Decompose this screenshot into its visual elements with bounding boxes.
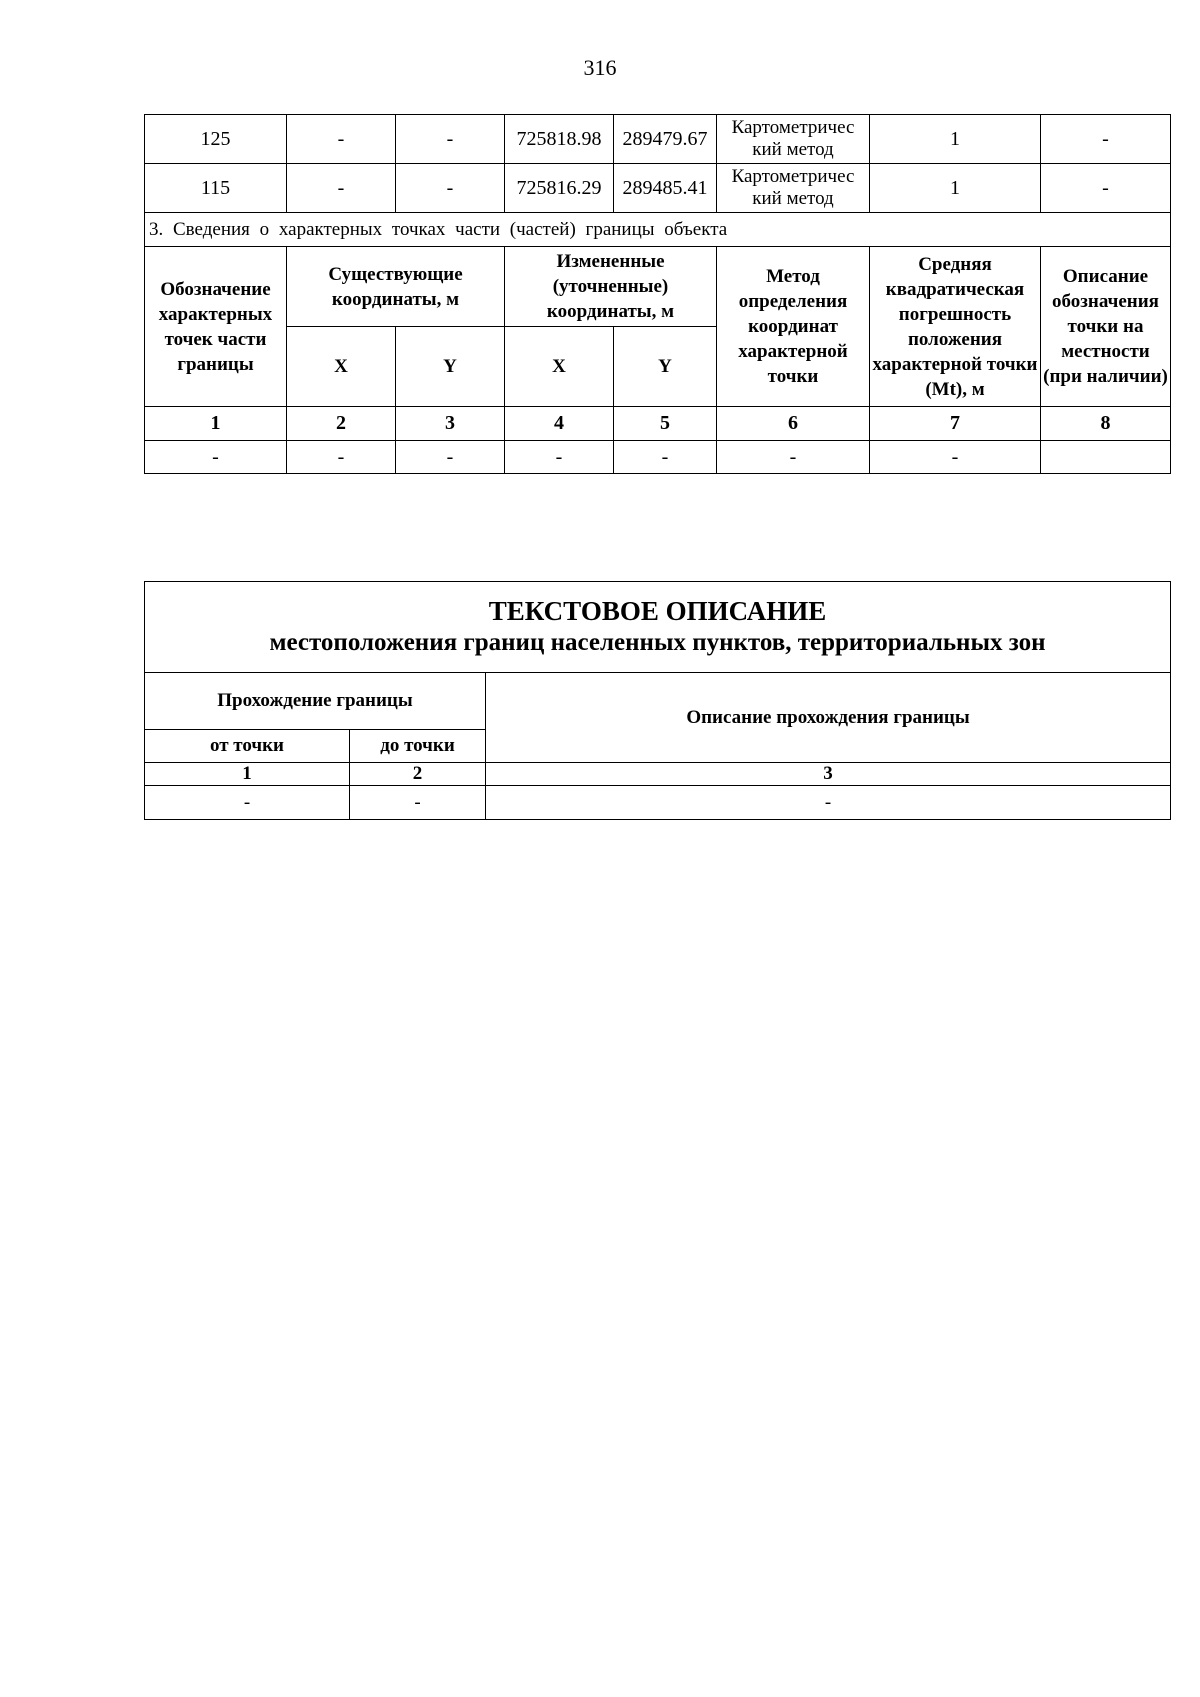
column-number-row — [145, 763, 1171, 786]
table-cell: 289485.41 — [614, 164, 717, 213]
header-designation: Обозначение характерных точек части границы — [145, 247, 287, 407]
header-x-changed: X — [505, 327, 614, 407]
table-cell: - — [396, 441, 505, 474]
title-main: ТЕКСТОВОЕ ОПИСАНИЕ — [488, 596, 827, 626]
table-cell: - — [350, 786, 486, 820]
column-number: 5 — [614, 407, 717, 441]
section-title-row — [145, 213, 1171, 247]
column-number: 8 — [1041, 407, 1171, 441]
header-description: Описание обозначения точки на местности (при наличии) — [1041, 247, 1171, 407]
table-cell: Картометричес кий метод — [717, 164, 870, 213]
header-error: Средняя квадратическая погрешность положения характерной точки (Mt), м — [870, 247, 1041, 407]
table-cell: - — [717, 441, 870, 474]
header-to-point: до точки — [350, 730, 486, 763]
table-cell: - — [396, 115, 505, 164]
column-number: 6 — [717, 407, 870, 441]
header-method: Метод определения координат характерной точки — [717, 247, 870, 407]
table-cell: - — [870, 441, 1041, 474]
boundary-description-table — [144, 581, 1171, 820]
header-x-existing: X — [287, 327, 396, 407]
section-title: 3. Сведения о характерных точках части (частей) границы объекта — [145, 213, 1171, 247]
table-cell: 125 — [145, 115, 287, 164]
table-cell: 725818.98 — [505, 115, 614, 164]
header-y-changed: Y — [614, 327, 717, 407]
column-number: 1 — [145, 763, 350, 786]
table-cell: - — [1041, 115, 1171, 164]
table-cell: 725816.29 — [505, 164, 614, 213]
table-cell: - — [145, 786, 350, 820]
header-from-point: от точки — [145, 730, 350, 763]
table-cell: - — [614, 441, 717, 474]
coordinates-table — [144, 114, 1171, 474]
table-cell: - — [1041, 164, 1171, 213]
header-row — [145, 673, 1171, 730]
column-number-row — [145, 407, 1171, 441]
header-passage: Прохождение границы — [145, 673, 486, 730]
table-cell: - — [287, 164, 396, 213]
table-title — [145, 582, 1171, 673]
header-y-existing: Y — [396, 327, 505, 407]
table-cell: - — [287, 441, 396, 474]
table-row — [145, 115, 1171, 164]
header-row — [145, 247, 1171, 327]
page-number: 316 — [583, 55, 617, 80]
header-existing-coords: Существующие координаты, м — [287, 247, 505, 327]
column-number: 2 — [350, 763, 486, 786]
table-cell: 115 — [145, 164, 287, 213]
column-number: 3 — [396, 407, 505, 441]
table-row — [145, 441, 1171, 474]
table-cell: 1 — [870, 164, 1041, 213]
table-cell: 1 — [870, 115, 1041, 164]
column-number: 3 — [486, 763, 1171, 786]
column-number: 2 — [287, 407, 396, 441]
table-cell: - — [145, 441, 287, 474]
title-subtitle: местоположения границ населенных пунктов, территориальных зон — [269, 629, 1046, 656]
table-cell: 289479.67 — [614, 115, 717, 164]
column-number: 4 — [505, 407, 614, 441]
table-cell: - — [486, 786, 1171, 820]
table-row — [145, 786, 1171, 820]
table-cell — [1041, 441, 1171, 474]
column-number: 1 — [145, 407, 287, 441]
table-cell: Картометричес кий метод — [717, 115, 870, 164]
table-row — [145, 164, 1171, 213]
table-cell: - — [287, 115, 396, 164]
column-number: 7 — [870, 407, 1041, 441]
header-changed-coords: Измененные (уточненные) координаты, м — [505, 247, 717, 327]
header-description: Описание прохождения границы — [486, 673, 1171, 763]
title-row — [145, 582, 1171, 673]
table-cell: - — [505, 441, 614, 474]
table-cell: - — [396, 164, 505, 213]
